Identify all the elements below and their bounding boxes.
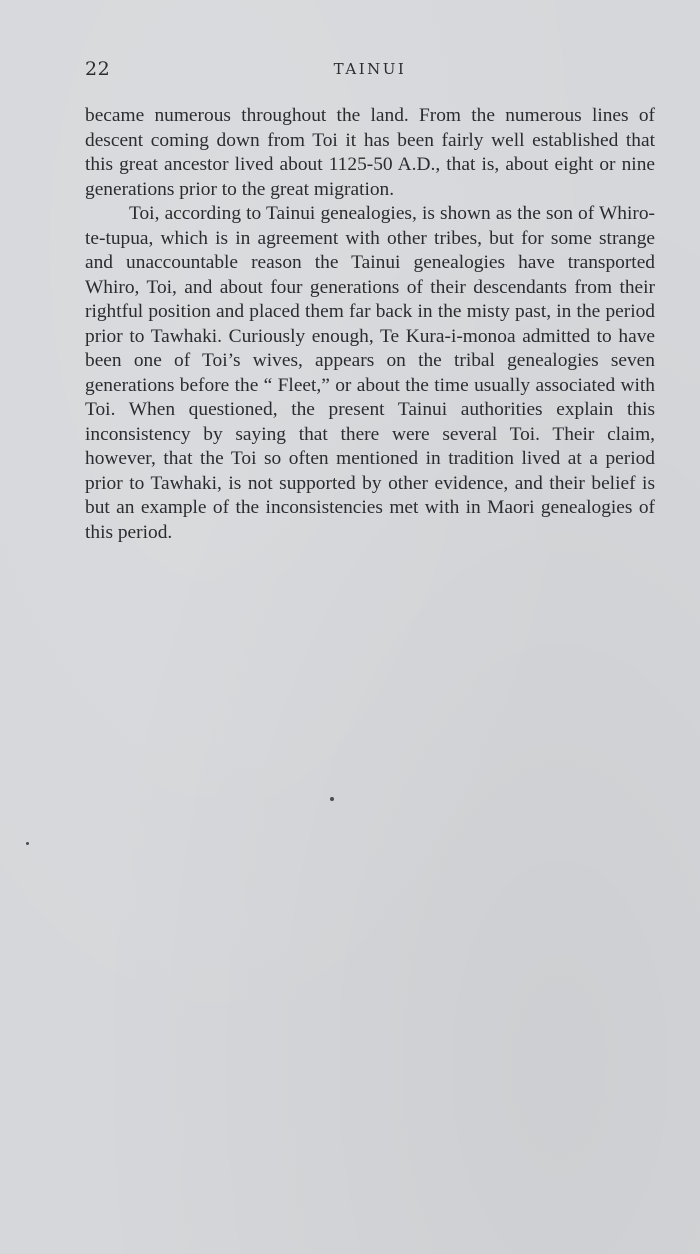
ink-speck bbox=[330, 797, 334, 801]
page-number: 22 bbox=[85, 58, 111, 80]
paragraph-1: became numerous throughout the land. From the numerous lines of descent coming down from Toi it has been fairly well established that this great ancestor lived about 1125-50 A.D., that is, about eight or nine generations prior to the great migration. bbox=[85, 105, 655, 200]
paragraph-2: Toi, according to Tainui genealogies, is shown as the son of Whiro-te-tupua, which is in agreement with other tribes, but for some strange and unaccountable reason the Tainui genealogies have transported Whiro, Toi, and about four generations of their descendants from their rightful position and placed them far back in the misty past, in the period prior to Tawhaki. Curiously enough, Te Kura-i-monoa admitted to have been one of Toi’s wives, appears on the tribal genealogies seven generations before the “ Fleet,” or about the time usually associated with Toi. When questioned, the present Tainui authorities explain this inconsistency by saying that there were several Toi. Their claim, however, that the Toi so often mentioned in tradition lived at a period prior to Tawhaki, is not supported by other evidence, and their belief is but an example of the inconsistencies met with in Maori genealogies of this period. bbox=[85, 203, 655, 543]
running-title: TAINUI bbox=[333, 60, 407, 78]
body-text bbox=[85, 104, 655, 545]
ink-speck bbox=[26, 842, 29, 845]
page-header bbox=[85, 58, 655, 86]
